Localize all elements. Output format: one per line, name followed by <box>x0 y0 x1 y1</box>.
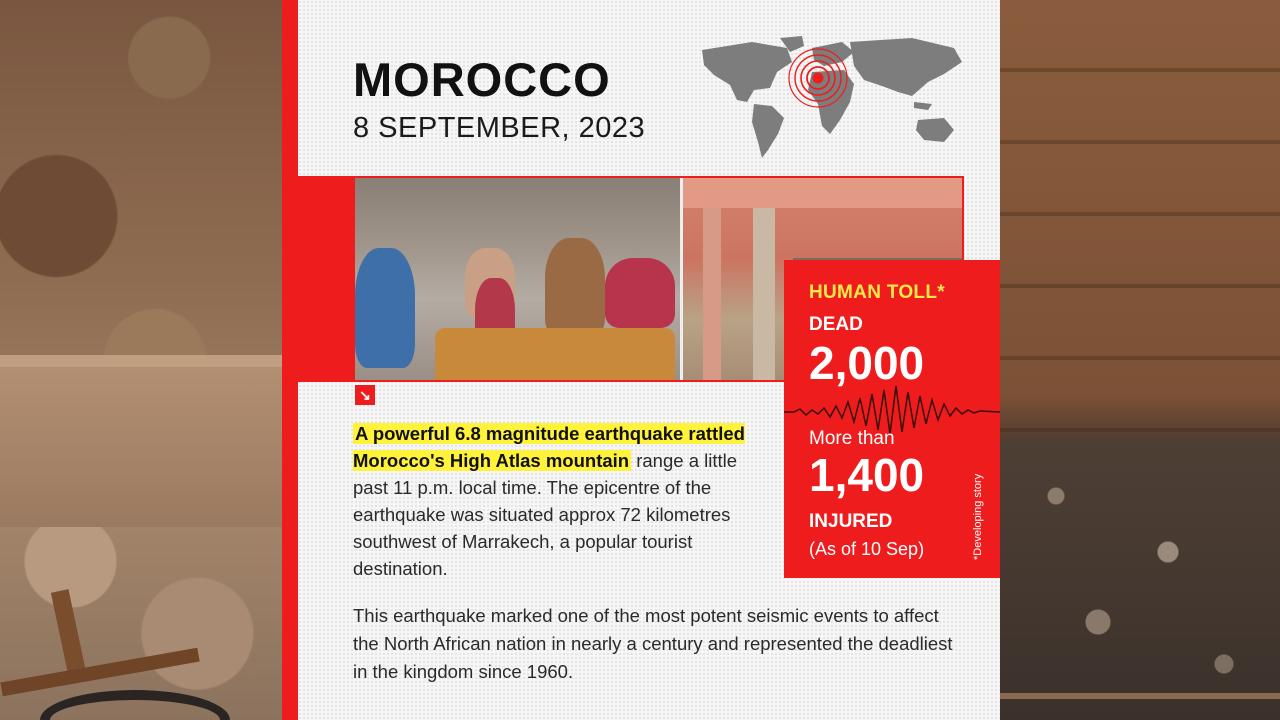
developing-story-note: *Developing story <box>972 473 984 560</box>
context-paragraph: This earthquake marked one of the most potent seismic events to affect the North African nation in nearly a century and represented the deadliest in the kingdom since 1960. <box>353 605 953 682</box>
infographic-card <box>282 0 1000 720</box>
stats-heading: HUMAN TOLL* <box>809 282 945 303</box>
dead-label: DEAD <box>809 314 863 335</box>
injured-prefix: More than <box>809 428 895 449</box>
dead-count: 2,000 <box>809 337 925 389</box>
summary-paragraph <box>353 420 773 582</box>
rubble-ground <box>1000 440 1280 720</box>
arrow-down-right-icon: ↘ <box>355 385 375 405</box>
summary-rest: range a little past 11 p.m. local time. The epicentre of the earthquake was situated approx 72 kilometres southwest of Marrakech, a popular tourist destination. <box>353 450 738 579</box>
wall-slab <box>0 367 282 527</box>
world-map-icon <box>692 30 972 165</box>
metal-rod <box>1000 693 1280 699</box>
survivors-photo <box>355 178 680 380</box>
wooden-beam <box>0 648 199 697</box>
rubble-background-right <box>1000 0 1280 720</box>
event-date: 8 SEPTEMBER, 2023 <box>353 112 646 144</box>
as-of-date: (As of 10 Sep) <box>809 539 925 559</box>
injured-label: INJURED <box>809 511 893 532</box>
tire <box>40 690 230 720</box>
human-toll-panel <box>784 260 1000 578</box>
rubble-background-left <box>0 0 282 720</box>
accent-band <box>298 176 358 382</box>
page-title: MOROCCO <box>353 53 611 106</box>
injured-count: 1,400 <box>809 449 925 501</box>
highlighted-lede: A powerful 6.8 magnitude earthquake rattled Morocco's High Atlas mountain <box>353 423 745 471</box>
wall-ledge <box>0 355 282 367</box>
accent-bar <box>282 0 298 720</box>
